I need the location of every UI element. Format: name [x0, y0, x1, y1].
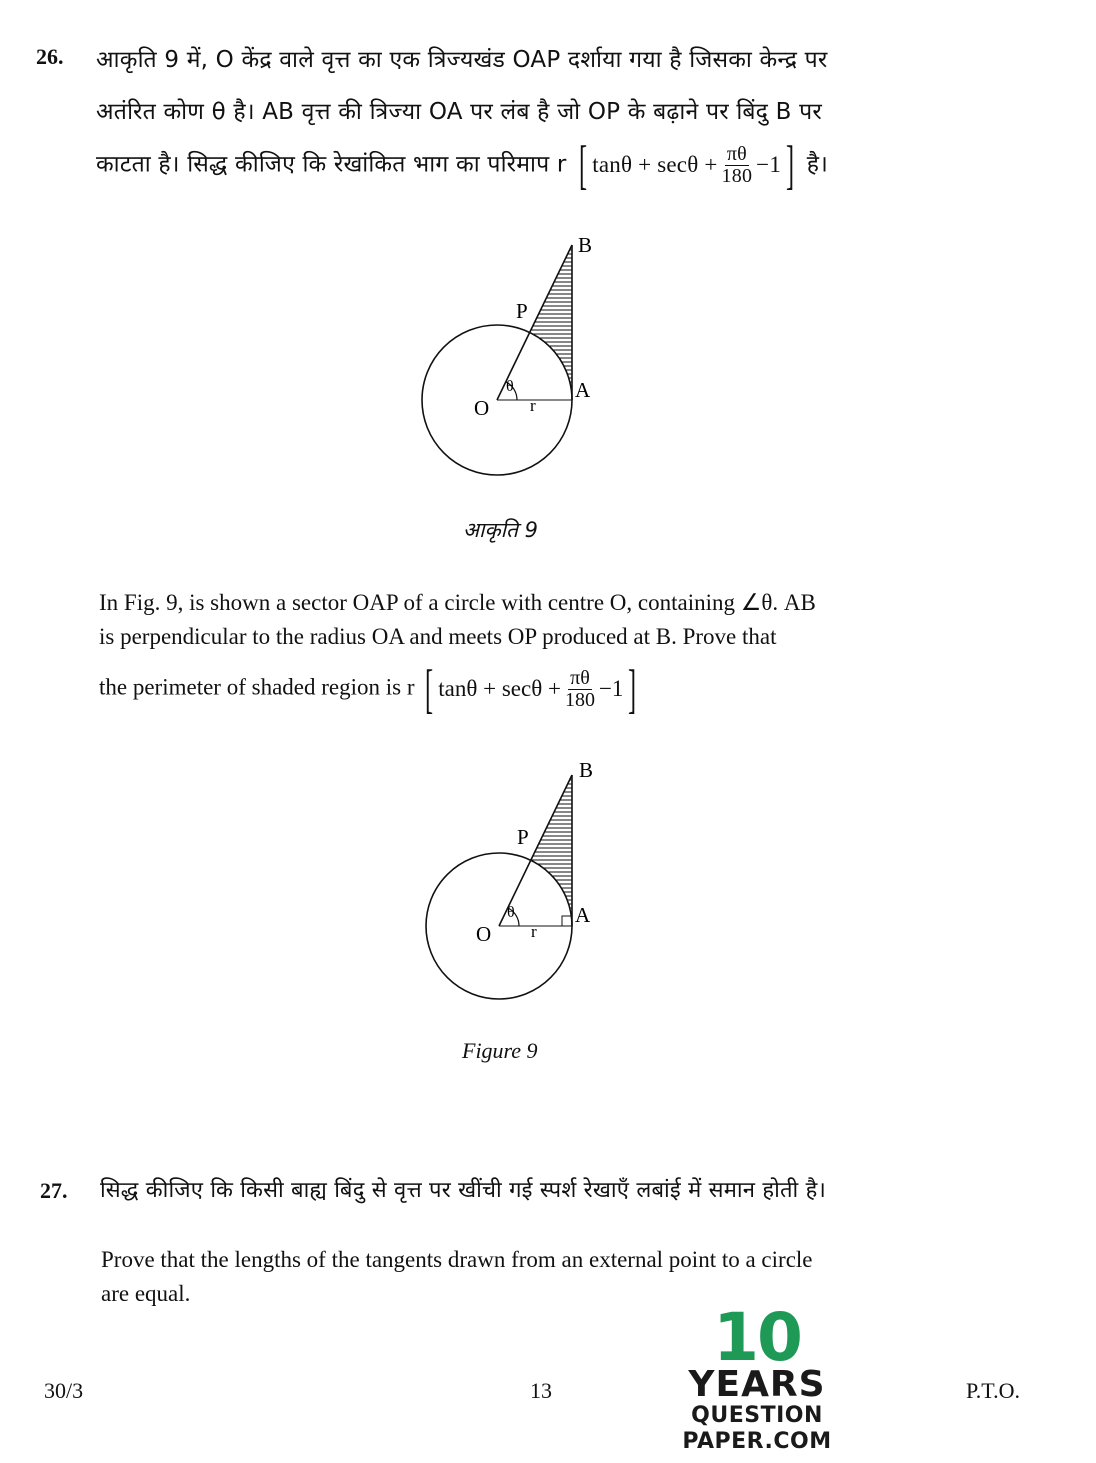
logo-years: YEARS	[688, 1364, 826, 1405]
fraction-numerator: πθ	[726, 142, 747, 165]
question-hindi-line: आकृति 9 में, O केंद्र वाले वृत्त का एक त्रिज्यखंड OAP दर्शाया गया है जिसका केन्द्र पर	[96, 47, 828, 73]
label-P: P	[516, 299, 528, 323]
formula-left: tanθ + secθ +	[438, 676, 561, 701]
logo-ten: 10	[713, 1299, 801, 1376]
label-A: A	[575, 903, 591, 927]
question-english-line: the perimeter of shaded region is r	[99, 674, 415, 700]
question-hindi-formula-line	[96, 135, 986, 195]
label-P: P	[517, 825, 529, 849]
formula-right: −1	[598, 676, 624, 701]
question-hindi-line: काटता है। सिद्ध कीजिए कि रेखांकित भाग का परिमाप r	[96, 151, 567, 178]
question-english-line: is perpendicular to the radius OA and meets OP produced at B. Prove that	[99, 624, 777, 649]
question-number: 27.	[40, 1178, 68, 1203]
question-hindi-line: अतंरित कोण θ है। AB वृत्त की त्रिज्या OA पर लंब है जो OP के बढ़ाने पर बिंदु B पर	[96, 99, 822, 125]
figure-9-hindi	[400, 225, 630, 510]
formula-left: tanθ + secθ +	[592, 152, 718, 177]
pto-note: P.T.O.	[966, 1378, 1020, 1403]
label-O: O	[474, 396, 490, 420]
label-r: r	[531, 922, 537, 941]
label-B: B	[579, 758, 594, 782]
paper-code: 30/3	[44, 1378, 84, 1403]
question-hindi-line-end: है।	[806, 151, 829, 178]
label-A: A	[575, 378, 591, 402]
question-english-line: Prove that the lengths of the tangents drawn from an external point to a circle	[101, 1247, 813, 1272]
label-r: r	[530, 396, 536, 415]
question-english-line: In Fig. 9, is shown a sector OAP of a circle with centre O, containing ∠θ. AB	[99, 590, 816, 615]
question-hindi-line: सिद्ध कीजिए कि किसी बाह्य बिंदु से वृत्त पर खींची गई स्पर्श रेखाएँ लबांई में समान होती है।	[100, 1178, 827, 1203]
perimeter-formula: [ tanθ + secθ + $\frac{\pi\theta}{180}$ −1 ]	[579, 135, 795, 195]
perimeter-formula-english: [ tanθ + secθ + $\frac{\pi\theta}{180}$ −1 ]	[425, 659, 637, 719]
page-number: 13	[530, 1378, 552, 1403]
figure-caption-hindi: आकृति 9	[463, 518, 539, 542]
question-english-formula-line	[99, 659, 989, 719]
label-theta: θ	[506, 378, 514, 395]
label-theta: θ	[507, 904, 515, 921]
question-number: 26.	[36, 44, 64, 69]
site-logo	[622, 1299, 892, 1456]
question-english-line: are equal.	[101, 1281, 191, 1306]
fraction-denominator: 180	[564, 688, 595, 711]
fraction-denominator: 180	[721, 164, 753, 187]
fraction-numerator: πθ	[570, 666, 590, 689]
formula-fraction	[565, 668, 595, 711]
label-O: O	[476, 922, 492, 946]
figure-9-english	[400, 755, 630, 1005]
logo-site: QUESTION PAPER.COM	[682, 1403, 832, 1455]
label-B: B	[578, 233, 593, 257]
formula-fraction	[722, 144, 753, 187]
formula-right: −1	[756, 152, 782, 177]
figure-caption-english: Figure 9	[462, 1038, 538, 1063]
